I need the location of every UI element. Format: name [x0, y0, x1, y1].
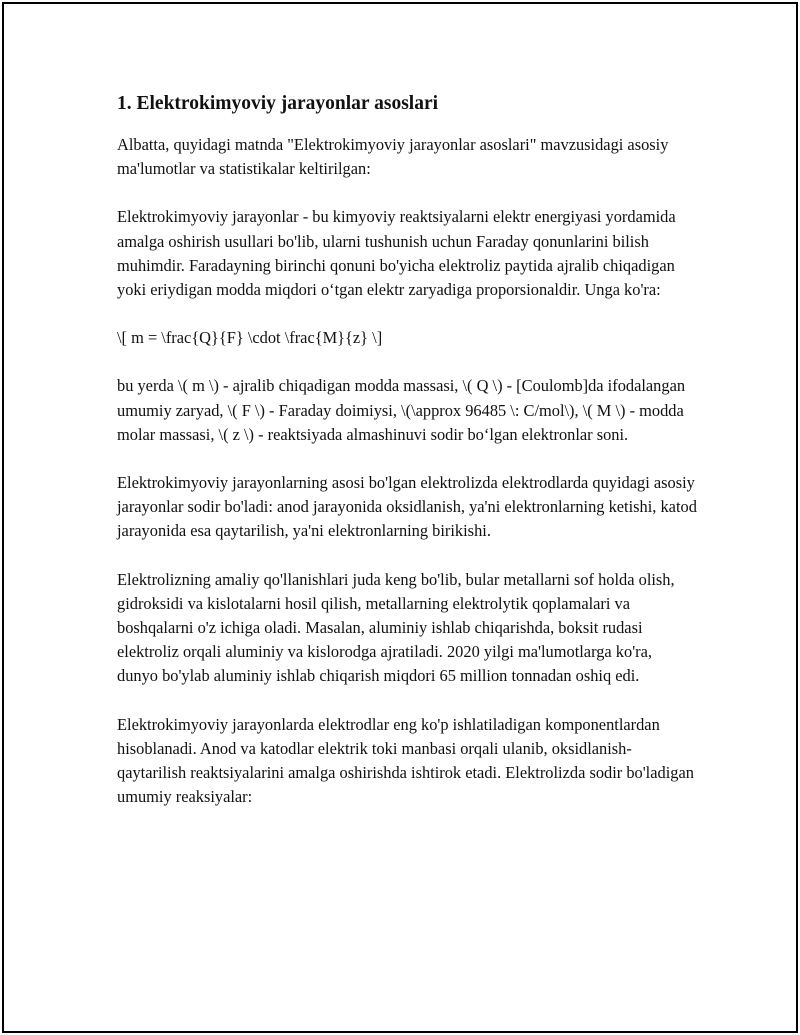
- section-heading: 1. Elektrokimyoviy jarayonlar asoslari: [117, 93, 439, 114]
- document-body: [117, 92, 697, 833]
- electrochemistry-definition-paragraph: Elektrokimyoviy jarayonlar - bu kimyoviy reaktsiyalarni elektr energiyasi yordamida amalga oshirish usullari bo'lib, ularni tushunish uchun Faraday qonunlarini bilish muhimdir. Faradayning birinchi qonuni bo'yicha elektroliz paytida ajralib chiqadigan yoki eriydigan modda miqdori o‘tgan elektr zaryadiga proporsionaldir. Unga ko'ra:: [117, 207, 676, 300]
- electrolysis-applications-paragraph: Elektrolizning amaliy qo'llanishlari juda keng bo'lib, bular metallarni sof holda olish, gidroksidi va kislotalarni hosil qilish, metallarning elektrolytik qoplamalari va boshqalarni o'z ichiga oladi. Masalan, aluminiy ishlab chiqarishda, boksit rudasi elektroliz orqali aluminiy va kislorodga ajratiladi. 2020 yilgi ma'lumotlarga ko'ra, dunyo bo'ylab aluminiy ishlab chiqarish miqdori 65 million tonnadan oshiq edi.: [117, 569, 675, 686]
- electrode-processes-paragraph: Elektrokimyoviy jarayonlarning asosi bo'lgan elektrolizda elektrodlarda quyidagi asosiy jarayonlar sodir bo'ladi: anod jarayonida oksidlanish, ya'ni elektronlarning ketishi, katod jarayonida esa qaytarilish, ya'ni elektronlarning birikishi.: [117, 473, 697, 541]
- electrodes-paragraph: Elektrokimyoviy jarayonlarda elektrodlar eng ko'p ishlatiladigan komponentlardan hisoblanadi. Anod va katodlar elektrik toki manbasi orqali ulanib, oksidlanish-qaytarilish reaktsiyalarini amalga oshirishda ishtirok etadi. Elektrolizda sodir bo'ladigan umumiy reaksiyalar:: [117, 714, 694, 807]
- formula-explanation-paragraph: bu yerda \( m \) - ajralib chiqadigan modda massasi, \( Q \) - [Coulomb]da ifodalangan umumiy zaryad, \( F \) - Faraday doimiysi, \(\approx 96485 \: C/mol\), \( M \) - modda molar massasi, \( z \) - reaktsiyada almashinuvi sodir bo‘lgan elektronlar soni.: [117, 376, 686, 444]
- faraday-formula: \[ m = \frac{Q}{F} \cdot \frac{M}{z} \]: [117, 328, 383, 348]
- intro-paragraph: Albatta, quyidagi matnda "Elektrokimyoviy jarayonlar asoslari" mavzusidagi asosiy ma'lumotlar va statistikalar keltirilgan:: [117, 135, 669, 179]
